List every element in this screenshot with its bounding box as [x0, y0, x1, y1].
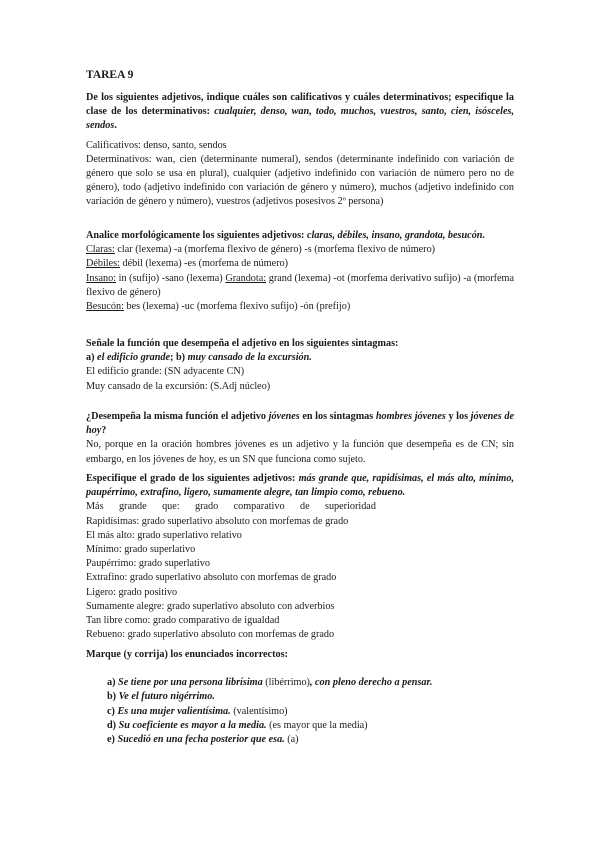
morph-claras: Claras: clar (lexema) -a (morfema flexivo de género) -s (morfema flexivo de número): [86, 244, 436, 256]
morph-insano-grandota: Insano: in (sufijo) -sano (lexema) Grandota: grand (lexema) -ot (morfema derivativo sufijo) -a (morfema flexivo de género): [86, 272, 514, 298]
statement-a: a) Se tiene por una persona librísima (libérrimo), con pleno derecho a pensar.: [107, 677, 433, 689]
section-5: [86, 472, 514, 642]
question-4: ¿Desempeña la misma función el adjetivo jóvenes en los sintagmas hombres jóvenes y los jóvenes de hoy?: [86, 411, 515, 437]
statement-e: e) Sucedió en una fecha posterior que esa. (a): [107, 734, 299, 746]
section-2: [86, 229, 514, 314]
statement-b: b) Ve el futuro nigérrimo.: [107, 691, 215, 703]
section-1: [86, 91, 514, 210]
determinativos-text: Determinativos: wan, cien (determinante numeral), sendos (determinante indefinido con variación de género que solo se usa en plural), cualquier (adjetivo indefinido con variación de número pero no de género), todo (adjetivo indefinido con variación de género y número), muchos (adjetivo indefinido con variación de género y número), vuestros (adjetivos posesivos 2º persona): [86, 153, 514, 208]
statements-list: [86, 676, 514, 747]
grade-line-mas-grande: Más grande que: grado comparativo de superioridad: [86, 501, 376, 513]
statement-c: c) Es una mujer valientísima. (valentísimo): [107, 705, 288, 717]
answer-1: [86, 139, 514, 210]
question-5: Especifique el grado de los siguientes adjetivos: más grande que, rapidísimas, el más alto, mínimo, paupérrimo, extrafino, ligero, sumamente alegre, tan limpio como, rebueno.: [86, 473, 514, 499]
page-title: TAREA 9: [86, 69, 134, 81]
statement-d: d) Su coeficiente es mayor a la media. (es mayor que la media): [107, 719, 368, 731]
morph-debiles: Débiles: débil (lexema) -es (morfema de número): [86, 258, 288, 270]
section-6: [86, 648, 514, 747]
question-6: Marque (y corrija) los enunciados incorrectos:: [86, 649, 288, 660]
question-3: Señale la función que desempeña el adjetivo en los siguientes sintagmas: a) el edificio grande; b) muy cansado de la excursión.: [86, 338, 399, 364]
answer-5: Más grande que: grado comparativo de superioridad Rapidísimas: grado superlativo absoluto con morfemas de grado El más alto: grado superlativo relativo Mínimo: grado superlativo Paupérrimo: grado superlativo Extrafino: grado superlativo absoluto con morfemas de grado Ligero: grado positivo Sumamente alegre: grado superlativo absoluto con adverbios Tan libre como: grado comparativo de igualdad Rebueno: grado superlativo absoluto con morfemas de grado: [86, 501, 376, 641]
calificativos-text: Calificativos: denso, santo, sendos: [86, 139, 227, 151]
section-4: [86, 410, 514, 467]
answer-2: [86, 243, 514, 314]
morph-besucon: Besucón: bes (lexema) -uc (morfema flexivo sufijo) -ón (prefijo): [86, 301, 351, 313]
section-3: [86, 337, 514, 394]
question-1: De los siguientes adjetivos, indique cuáles son calificativos y cuáles determinativos; especifique la clase de los determinativos: cualquier, denso, wan, todo, muchos, vuestros, santo, cien, isósceles, sendos.: [86, 92, 514, 132]
answer-4: No, porque en la oración hombres jóvenes es un adjetivo y la función que desempeña es de CN; sin embargo, en los jóvenes de hoy, es un SN que funciona como sujeto.: [86, 439, 514, 465]
question-2: Analice morfológicamente los siguientes adjetivos: claras, débiles, insano, grandota, besucón.: [86, 230, 486, 241]
answer-3: El edificio grande: (SN adyacente CN) Muy cansado de la excursión: (S.Adj núcleo): [86, 366, 271, 392]
